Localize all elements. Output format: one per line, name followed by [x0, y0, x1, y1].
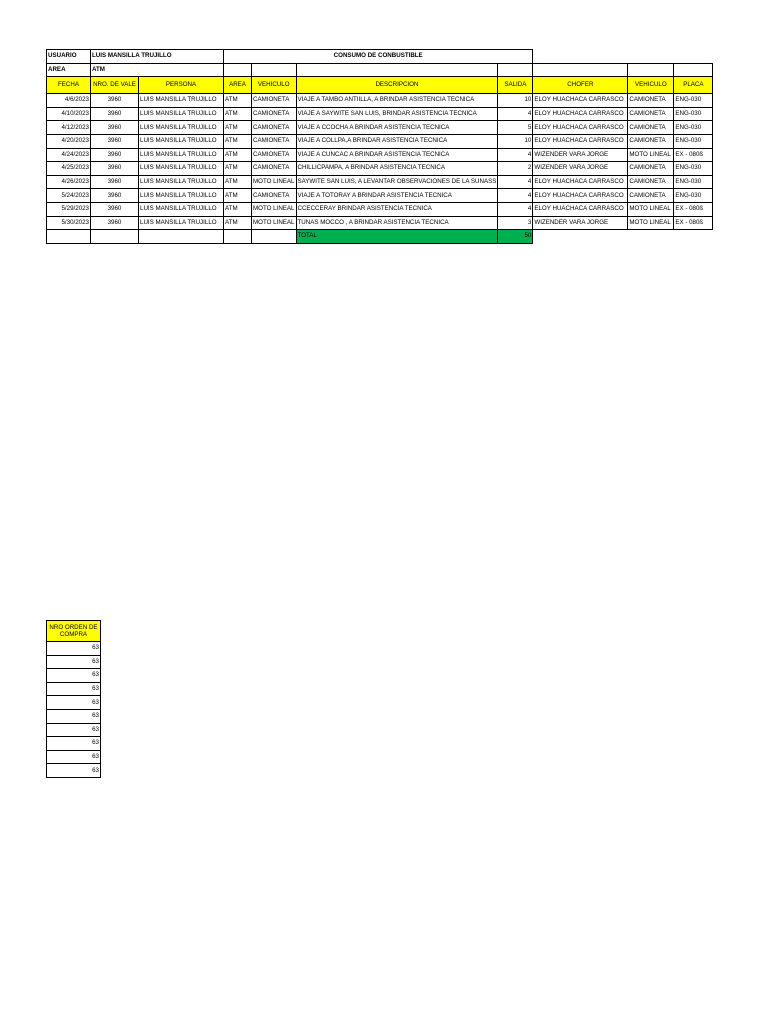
- purchase-order-row: [47, 764, 101, 778]
- cell-persona: LUIS MANSILLA TRUJILLO: [139, 107, 224, 121]
- col-persona: PERSONA: [139, 77, 224, 94]
- cell-chofer: ELOY HUACHACA CARRASCO: [533, 94, 628, 108]
- purchase-order-value: 63: [47, 764, 101, 778]
- purchase-order-row: [47, 709, 101, 723]
- cell-persona: LUIS MANSILLA TRUJILLO: [139, 148, 224, 162]
- purchase-order-row: [47, 642, 101, 656]
- cell-area: ATM: [224, 189, 252, 203]
- cell-vale: 3960: [91, 162, 139, 176]
- purchase-order-value: 63: [47, 737, 101, 751]
- area-value: ATM: [91, 63, 224, 77]
- table-row: [47, 189, 713, 203]
- col-salida: SALIDA: [498, 77, 533, 94]
- area-label: AREA: [47, 63, 91, 77]
- purchase-order-row: [47, 750, 101, 764]
- cell-placa: EX - 080ß: [674, 148, 713, 162]
- cell-chofer: WIZENDER VARA JORGE: [533, 162, 628, 176]
- cell-area: ATM: [224, 202, 252, 216]
- cell-salida: 10: [498, 134, 533, 148]
- cell-area: ATM: [224, 148, 252, 162]
- cell-chofer: ELOY HUACHACA CARRASCO: [533, 175, 628, 189]
- col-area: AREA: [224, 77, 252, 94]
- col-fecha: FECHA: [47, 77, 91, 94]
- cell-fecha: 4/25/2023: [47, 162, 91, 176]
- report-title: CONSUMO DE CONBUSTIBLE: [224, 50, 533, 64]
- table-row: [47, 148, 713, 162]
- purchase-order-table: [46, 620, 101, 778]
- cell-vehiculo2: CAMIONETA: [628, 121, 674, 135]
- cell-vehiculo: CAMIONETA: [252, 94, 297, 108]
- purchase-order-row: [47, 737, 101, 751]
- purchase-order-value: 63: [47, 642, 101, 656]
- cell-descripcion: CHILLICPAMPA, A BRINDAR ASISTENCIA TECNICA: [296, 162, 498, 176]
- cell-chofer: ELOY HUACHACA CARRASCO: [533, 107, 628, 121]
- cell-fecha: 4/10/2023: [47, 107, 91, 121]
- cell-chofer: ELOY HUACHACA CARRASCO: [533, 189, 628, 203]
- table-row: [47, 134, 713, 148]
- cell-salida: 4: [498, 107, 533, 121]
- cell-descripcion: VIAJE A COLLPA,A BRINDAR ASISTENCIA TECNICA: [296, 134, 498, 148]
- cell-salida: 4: [498, 189, 533, 203]
- cell-area: ATM: [224, 162, 252, 176]
- cell-placa: EX - 080ß: [674, 202, 713, 216]
- col-chofer: CHOFER: [533, 77, 628, 94]
- cell-salida: 3: [498, 216, 533, 230]
- purchase-order-header: NRO ORDEN DE COMPRA: [47, 621, 101, 642]
- cell-vehiculo2: CAMIONETA: [628, 162, 674, 176]
- cell-persona: LUIS MANSILLA TRUJILLO: [139, 162, 224, 176]
- table-row: [47, 175, 713, 189]
- cell-vehiculo: CAMIONETA: [252, 148, 297, 162]
- purchase-order-value: 63: [47, 682, 101, 696]
- cell-vehiculo: MOTO LINEAL: [252, 216, 297, 230]
- cell-descripcion: CCECCERAY BRINDAR ASISTENCIA TECNICA: [296, 202, 498, 216]
- total-row: [47, 230, 713, 244]
- purchase-order-value: 63: [47, 655, 101, 669]
- purchase-order-row: [47, 696, 101, 710]
- cell-vale: 3960: [91, 189, 139, 203]
- cell-fecha: 4/26/2023: [47, 175, 91, 189]
- cell-persona: LUIS MANSILLA TRUJILLO: [139, 121, 224, 135]
- cell-vehiculo2: CAMIONETA: [628, 134, 674, 148]
- total-label: TOTAL: [296, 230, 498, 244]
- cell-placa: ENG-030: [674, 94, 713, 108]
- cell-persona: LUIS MANSILLA TRUJILLO: [139, 216, 224, 230]
- cell-chofer: ELOY HUACHACA CARRASCO: [533, 202, 628, 216]
- cell-vehiculo: CAMIONETA: [252, 162, 297, 176]
- cell-chofer: ELOY HUACHACA CARRASCO: [533, 121, 628, 135]
- cell-placa: ENG-030: [674, 107, 713, 121]
- cell-chofer: WIZENDER VARA JORGE: [533, 148, 628, 162]
- cell-descripcion: VIAJE A CCOCHA A BRINDAR ASISTENCIA TECNICA: [296, 121, 498, 135]
- col-vehiculo: VEHICULO: [252, 77, 297, 94]
- cell-vale: 3960: [91, 175, 139, 189]
- cell-descripcion: SAYWITE SAN LUIS, A LEVANTAR OBSERVACIONES DE LA SUNASS: [296, 175, 498, 189]
- cell-vehiculo2: CAMIONETA: [628, 94, 674, 108]
- cell-vale: 3960: [91, 121, 139, 135]
- purchase-order-row: [47, 723, 101, 737]
- cell-vale: 3960: [91, 148, 139, 162]
- cell-persona: LUIS MANSILLA TRUJILLO: [139, 134, 224, 148]
- cell-area: ATM: [224, 94, 252, 108]
- cell-descripcion: VIAJE A CUNCAC A BRINDAR ASISTENCIA TECNICA: [296, 148, 498, 162]
- cell-vehiculo2: CAMIONETA: [628, 175, 674, 189]
- table-row: [47, 216, 713, 230]
- cell-fecha: 5/30/2023: [47, 216, 91, 230]
- cell-vehiculo2: CAMIONETA: [628, 107, 674, 121]
- cell-placa: EX - 080ß: [674, 216, 713, 230]
- cell-vehiculo: MOTO LINEAL: [252, 175, 297, 189]
- cell-vehiculo2: MOTO LINEAL: [628, 216, 674, 230]
- cell-placa: ENG-030: [674, 189, 713, 203]
- cell-salida: 10: [498, 94, 533, 108]
- table-body: [47, 94, 713, 230]
- cell-vehiculo: CAMIONETA: [252, 107, 297, 121]
- fuel-consumption-table: [46, 49, 713, 244]
- header-row-area: [47, 63, 713, 77]
- header-row-usuario: [47, 50, 713, 64]
- purchase-order-row: [47, 669, 101, 683]
- cell-placa: ENG-030: [674, 121, 713, 135]
- table-row: [47, 202, 713, 216]
- cell-chofer: ELOY HUACHACA CARRASCO: [533, 134, 628, 148]
- purchase-order-body: [47, 642, 101, 778]
- cell-persona: LUIS MANSILLA TRUJILLO: [139, 189, 224, 203]
- cell-chofer: WIZENDER VARA JORGE: [533, 216, 628, 230]
- cell-persona: LUIS MANSILLA TRUJILLO: [139, 94, 224, 108]
- cell-descripcion: VIAJE A SAYWITE SAN LUIS, BRINDAR ASISTENCIA TECNICA: [296, 107, 498, 121]
- cell-area: ATM: [224, 216, 252, 230]
- cell-persona: LUIS MANSILLA TRUJILLO: [139, 202, 224, 216]
- cell-salida: 4: [498, 202, 533, 216]
- cell-placa: ENG-030: [674, 162, 713, 176]
- cell-fecha: 4/6/2023: [47, 94, 91, 108]
- cell-salida: 2: [498, 162, 533, 176]
- purchase-order-value: 63: [47, 723, 101, 737]
- col-placa: PLACA: [674, 77, 713, 94]
- purchase-order-row: [47, 655, 101, 669]
- cell-descripcion: VIAJE A TOTORAY A BRINDAR ASISTENCIA TECNICA: [296, 189, 498, 203]
- usuario-value: LUIS MANSILLA TRUJILLO: [91, 50, 224, 64]
- cell-vale: 3960: [91, 94, 139, 108]
- cell-placa: ENG-030: [674, 175, 713, 189]
- cell-descripcion: VIAJE A TAMBO ANTIILLA, A BRINDAR ASISTENCIA TECNICA: [296, 94, 498, 108]
- cell-fecha: 4/12/2023: [47, 121, 91, 135]
- cell-descripcion: TUNAS MOCCO , A BRINDAR ASISTENCIA TECNICA: [296, 216, 498, 230]
- cell-fecha: 4/20/2023: [47, 134, 91, 148]
- cell-vale: 3960: [91, 107, 139, 121]
- usuario-label: USUARIO: [47, 50, 91, 64]
- cell-salida: 4: [498, 175, 533, 189]
- cell-fecha: 5/24/2023: [47, 189, 91, 203]
- cell-vehiculo2: CAMIONETA: [628, 189, 674, 203]
- cell-vale: 3960: [91, 216, 139, 230]
- cell-vehiculo: CAMIONETA: [252, 121, 297, 135]
- purchase-order-value: 63: [47, 696, 101, 710]
- cell-vale: 3960: [91, 202, 139, 216]
- col-vehiculo-chofer: VEHICULO: [628, 77, 674, 94]
- cell-vale: 3960: [91, 134, 139, 148]
- table-row: [47, 107, 713, 121]
- purchase-order-row: [47, 682, 101, 696]
- cell-area: ATM: [224, 121, 252, 135]
- cell-vehiculo: CAMIONETA: [252, 189, 297, 203]
- cell-area: ATM: [224, 134, 252, 148]
- purchase-order-value: 63: [47, 709, 101, 723]
- cell-fecha: 5/29/2023: [47, 202, 91, 216]
- table-row: [47, 94, 713, 108]
- cell-persona: LUIS MANSILLA TRUJILLO: [139, 175, 224, 189]
- table-row: [47, 162, 713, 176]
- cell-area: ATM: [224, 107, 252, 121]
- column-header-row: [47, 77, 713, 94]
- purchase-order-value: 63: [47, 669, 101, 683]
- cell-vehiculo2: MOTO LINEAL: [628, 202, 674, 216]
- col-vale: NRO. DE VALE: [91, 77, 139, 94]
- cell-placa: ENG-030: [674, 134, 713, 148]
- cell-vehiculo: MOTO LINEAL: [252, 202, 297, 216]
- cell-area: ATM: [224, 175, 252, 189]
- cell-fecha: 4/24/2023: [47, 148, 91, 162]
- cell-salida: 5: [498, 121, 533, 135]
- total-value: 50: [498, 230, 533, 244]
- purchase-order-value: 63: [47, 750, 101, 764]
- cell-salida: 4: [498, 148, 533, 162]
- col-descripcion: DESCRIPCION: [296, 77, 498, 94]
- table-row: [47, 121, 713, 135]
- cell-vehiculo2: MOTO LINEAL: [628, 148, 674, 162]
- cell-vehiculo: CAMIONETA: [252, 134, 297, 148]
